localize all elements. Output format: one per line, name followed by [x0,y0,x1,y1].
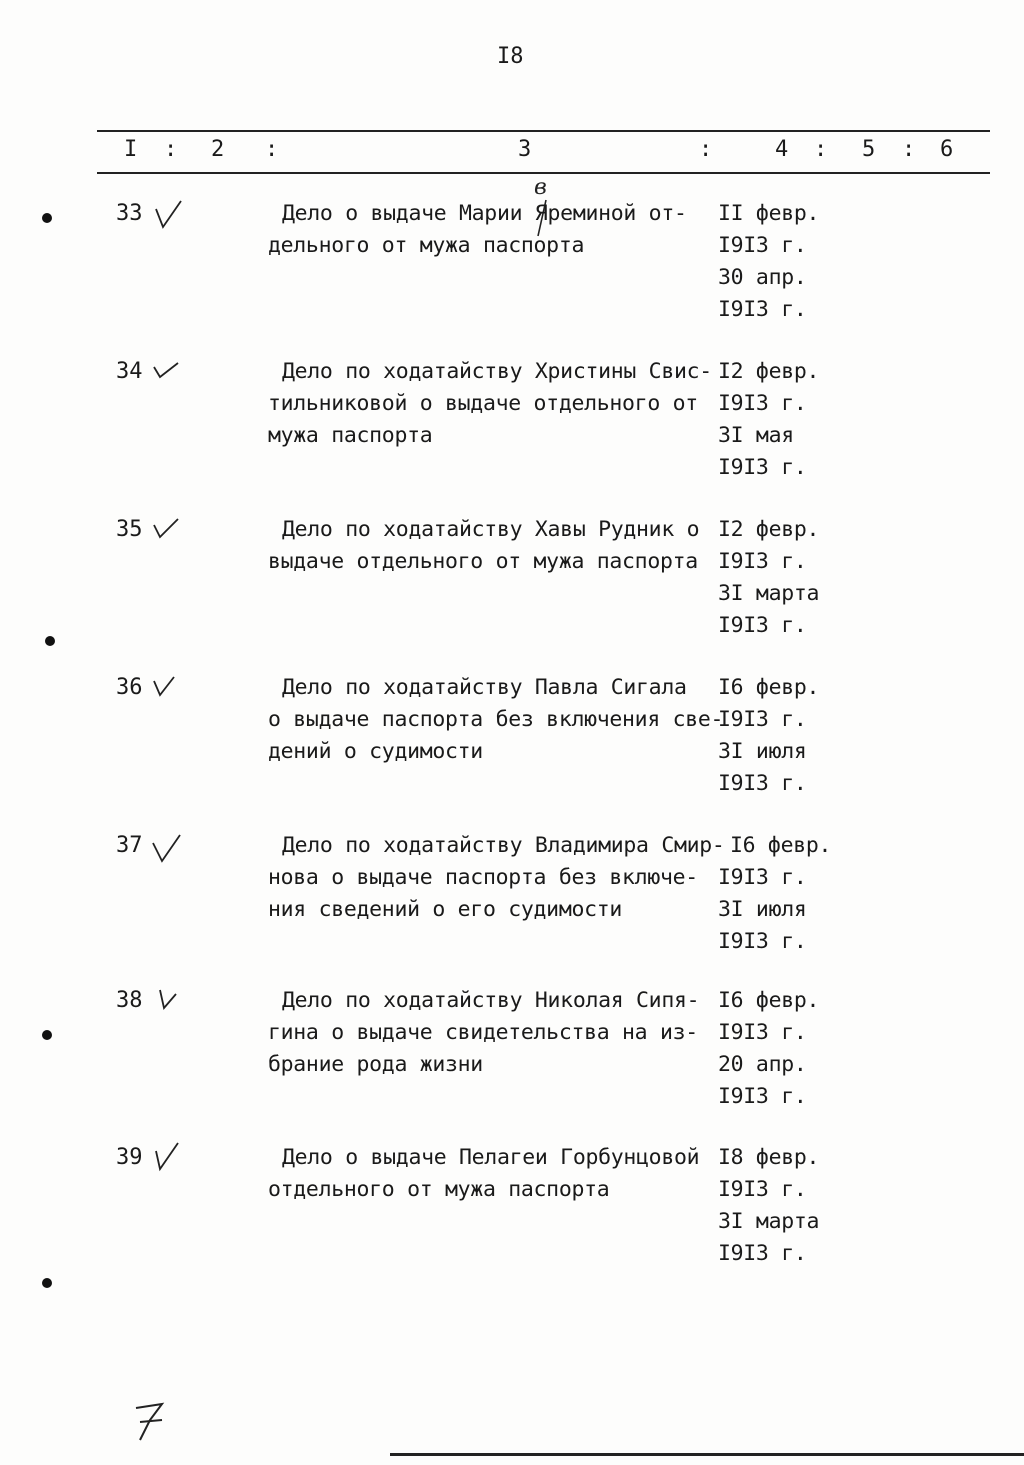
column-separator: : [699,137,713,162]
item-end-date: 3I мая [718,423,794,448]
column-separator: : [814,137,828,162]
item-title-line: Дело о выдаче Пелагеи Горбунцовой [282,1145,700,1170]
checkmark-icon [150,984,184,1018]
item-start-date: I8 февр. [718,1145,820,1170]
item-title-line: тильниковой о выдаче отдельного от [268,391,698,416]
item-end-date: 30 апр. [718,265,807,290]
binder-hole [42,1030,52,1040]
item-title-line: Дело по ходатайству Павла Сигала [282,675,687,700]
item-number: 36 [116,675,143,700]
item-end-date: 20 апр. [718,1052,807,1077]
item-number: 38 [116,988,143,1013]
item-number: 39 [116,1145,143,1170]
header-top-rule [97,130,990,132]
column-header-2: 2 [211,137,225,162]
checkmark-icon [150,197,184,231]
item-start-year: I9I3 г. [718,233,807,258]
column-header-1: I [124,137,138,162]
item-start-year: I9I3 г. [718,1020,807,1045]
binder-hole [42,213,52,223]
item-title-line: Дело по ходатайству Хавы Рудник о [282,517,700,542]
item-end-year: I9I3 г. [718,455,807,480]
page-number: I8 [497,44,524,69]
checkmark-icon [150,1141,184,1175]
item-start-date: I6 февр. [730,833,832,858]
item-title-line: Дело по ходатайству Николая Сипя- [282,988,700,1013]
item-title-line: о выдаче паспорта без включения све- [268,707,724,732]
item-title-line: отдельного от мужа паспорта [268,1177,610,1202]
checkmark-icon [150,829,184,863]
checkmark-icon [150,513,184,547]
item-title-line: гина о выдаче свидетельства на из- [268,1020,698,1045]
item-start-date: II февр. [718,201,820,226]
handwritten-mark-icon [132,1400,168,1444]
item-title-line: нова о выдаче паспорта без включе- [268,865,698,890]
footer-rule [390,1453,1024,1456]
item-end-date: 3I июля [718,897,807,922]
item-start-date: I6 февр. [718,675,820,700]
column-separator: : [902,137,916,162]
item-start-year: I9I3 г. [718,865,807,890]
item-start-date: I2 февр. [718,517,820,542]
item-title-line: дений о судимости [268,739,483,764]
item-end-year: I9I3 г. [718,929,807,954]
item-title-line: брание рода жизни [268,1052,483,1077]
item-end-date: 3I июля [718,739,807,764]
item-start-year: I9I3 г. [718,391,807,416]
column-separator: : [164,137,178,162]
column-header-4: 4 [775,137,789,162]
item-number: 37 [116,833,143,858]
item-start-year: I9I3 г. [718,549,807,574]
item-start-year: I9I3 г. [718,707,807,732]
item-number: 33 [116,201,143,226]
column-header-6: 6 [940,137,954,162]
item-title-line: дельного от мужа паспорта [268,233,585,258]
item-title-line: выдаче отдельного от мужа паспорта [268,549,698,574]
item-number: 34 [116,359,143,384]
item-title-line: ния сведений о его судимости [268,897,623,922]
item-title-line: Дело по ходатайству Владимира Смир- [282,833,725,858]
item-end-date: 3I марта [718,1209,820,1234]
column-header-5: 5 [862,137,876,162]
item-end-year: I9I3 г. [718,613,807,638]
item-end-year: I9I3 г. [718,771,807,796]
item-title-line: Дело по ходатайству Христины Свис- [282,359,712,384]
column-separator: : [265,137,279,162]
binder-hole [42,1278,52,1288]
item-end-year: I9I3 г. [718,1084,807,1109]
binder-hole [45,636,55,646]
checkmark-icon [150,671,184,705]
item-end-date: 3I марта [718,581,820,606]
item-start-year: I9I3 г. [718,1177,807,1202]
item-number: 35 [116,517,143,542]
column-header-3: 3 [518,137,532,162]
item-start-date: I6 февр. [718,988,820,1013]
item-end-year: I9I3 г. [718,297,807,322]
item-title-line: мужа паспорта [268,423,433,448]
checkmark-icon [150,355,184,389]
item-start-date: I2 февр. [718,359,820,384]
correction-letter: в [534,175,547,200]
item-end-year: I9I3 г. [718,1241,807,1266]
item-title-line: Дело о выдаче Марии Яреминой от- [282,201,687,226]
